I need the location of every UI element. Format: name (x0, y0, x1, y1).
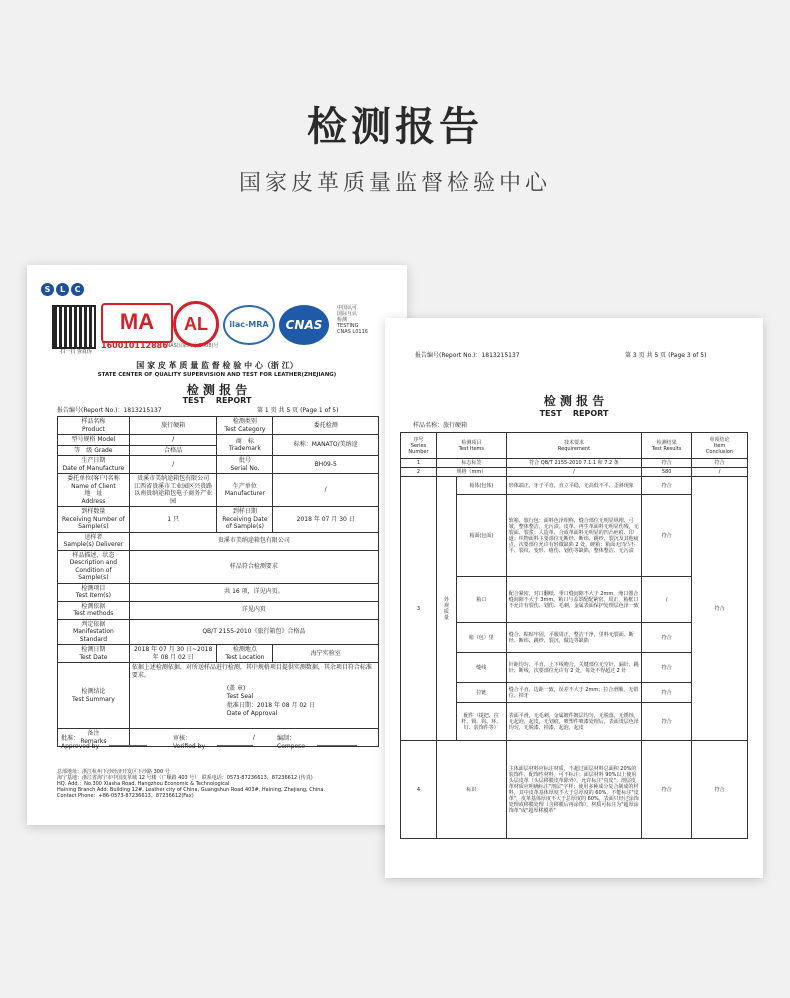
header-conclusion: 单项结论 Item Conclusion (692, 433, 748, 459)
table-row: 3 外 观 质 量 箱体(包体) 形体端正，牙子平直，直立平稳，无高低不平、歪斜现象 符合 符合 (401, 477, 748, 495)
qr-caption: 扫一扫 查真伪 (60, 349, 92, 355)
compose-by: 编制： Compose (277, 735, 306, 750)
seal-label: (盖 章) Test Seal (226, 685, 254, 700)
verified-signature (217, 731, 253, 746)
table-row: 4 标识 主体面层材料应标注材质，不超过面层材料总面积 20%的装饰件、配饰性材料，可不标注；面层材料 90%以上使用头层皮革（头层移膜皮革除外），允许标注"真皮"；剖层皮革材质应明确标注"剖层"字样；使用多种成分复合制成的材料，其中皮革基体厚度不大于总厚度的 60%，不能标注"皮革"，皮革基体厚度不大于总厚度的 60%，表面只经过涂饰处理或移膜处理（含移膜后再涂饰），材质可标注为"超厚涂饰革"或"超厚移膜革" 符合 符合 (401, 741, 748, 839)
report-number: 报告编号(Report No.)：1813215137 (57, 407, 162, 414)
sample-name: 样品名称：旅行硬箱 (413, 422, 468, 429)
report-title-en: TEST REPORT (539, 409, 609, 418)
cnas-text: 中国认可 国际互认 检测 TESTING CNAS L0116 (337, 305, 368, 335)
report-title-en: TEST REPORT (182, 396, 252, 405)
table-row: 配件（提把、拉杆、锁、钩、环、钉、装饰件等） 表面平滑，无毛刺，金属镀件镀层均匀，无脱落，无锈蚀，无起泡，起皮，无划痕，喷塑件喷漆处理后，表面烫层色泽均匀，无脱漆、掉漆，起泡，起皮 符合 (401, 703, 748, 741)
table-row: 1 标志标签 符合 QB/T 2155-2010 7.1.1 和 7.2 条 符合 符合 (401, 459, 748, 468)
table-row: 箱面(包面) 软箱、旅行包：面料色泽相称，缝合部位无明显纵褶、弓皱，整体整洁，无污渍。皮革、再生革面料无明显伤残，无裂面、裂浆；人造革、合成革面料无明显的凹凸疤痕、印道；织物面料主要部位无断经、断纬、跳纱、裂沉及其他疵点，次要部位允许有轻微缺陷 2 处。硬箱：箱面无凹凸不平、裂纹、变形、瘪伤、划伤等缺陷，整体整洁、无污渍 符合 (401, 495, 748, 577)
report-number: 报告编号(Report No.)：1813215137 (415, 352, 520, 359)
report-cover-page (27, 265, 407, 825)
table-row: 箱（包）里 缝合、粘贴牢固，平服周正，整洁干净，里料无裂面、断经、断纬、跳纱、裂沉，做边等缺陷 符合 (401, 623, 748, 653)
cma-number: 160010112886 (101, 341, 168, 350)
cal-logo: AL (173, 301, 219, 347)
center-name-en: STATE CENTER OF QUALITY SUPERVISION AND TEST FOR LEATHER(ZHEJIANG) (97, 372, 337, 378)
slc-logo: S L C (41, 283, 85, 299)
report-title-cn: 检 测 报 告 (186, 383, 248, 397)
verified-by: 审核： Verified by (173, 735, 206, 750)
report-detail-page (385, 318, 763, 878)
table-row: 箱口 配合紧密，对口翻纸、垂口缝间隙不大于 2mm，淹口器合缝间隙不大于 3mm。箱口与盖罩配配紧密、周正，箱框口不允许有裂伤、划伤、毛刺，金属表面保护处理层色泽一致 / (401, 577, 748, 623)
page-indicator: 第 1 页 共 5 页 (Page 1 of 5) (257, 407, 339, 414)
cnas-logo: CNAS (279, 305, 329, 345)
header-items: 检测项目 Test Items (436, 433, 506, 459)
approval-date: 批准日期：2018 年 08 月 02 日 Date of Approval (226, 702, 315, 717)
hero-subtitle: 国家皮革质量监督检验中心 (238, 171, 551, 196)
cma-logo: MA (101, 303, 173, 343)
report-title-cn: 检 测 报 告 (543, 394, 605, 408)
hero-title: 检测报告 (307, 104, 483, 150)
qr-code (52, 305, 96, 349)
header-series: 序号 Series Number (401, 433, 437, 459)
cover-info-table: 样品名称 Product 旅行硬箱 检测类别 Test Category 委托检测 型号规格 Model / 商 标 Trademark 标称：MANATO/美纳途 等 级 Grade 合格品 生产日期 Date of Manufacture / 批号 Serial No. BH09-5 委托单位(客户)名称 Name of Client 地 址 Address 贵溪市美纳途箱包有限公司 江西省贵溪市工业园区兴贵路以南贵纳途箱包电子商务产业园 生产单位 Manufacturer / 到样数量 Receiving Number of Sample(s) 1 只 到样日期 Receiving Date of Sample(s) 2018 年 07 月 30 日 送样者 Sample(s) Deliverer 贵溪市美纳途箱包有限公司 样品描述、状态 Description and Condition of Sample(s) 样品符合检测要求 检测项目 Test Item(s) 共 16 项，详见内页。 检测依据 Test methods 详见内页 判定依据 Manifestation Standard QB/T 2155-2010《旅行箱包》合格品 检测日期 Test Date 2018 年 07 月 30 日~2018 年 08 月 02 日 检测地点 Test Location 海宁实验室 检测结论 Test Summary 依据上述检测依据，对所送样品进行检测，其中规格项目提供实测数据，其余项目符合标准要求。 (盖 章) Test Seal 批准日期：2018 年 08 月 02 日 Date of Approval 备注 Remarks / (57, 416, 379, 747)
table-row: 缝线 针距均匀、平直，上下线吻合，关键部位无空针、漏针、跳针、断线，次要部位允许有 2 处，每处不得超过 2 针 符合 (401, 653, 748, 683)
header-requirement: 技术要求 Requirement (506, 433, 642, 459)
address-footer: 总部地址：浙江杭州下沙经济开发区下沙路 300 号 海宁基地：浙江省海宁市中国皮革城 12 号楼（广顺路 403 号） 联系电话：0573-87236613、87236612 (传真) HQ. Add.：No.300 Xiasha Road, Hangzhou Economic & Technological Haining Branch Add: Building 12#, Leather city of China, Guangshun Road 403#, Haining, Zhejiang, China. Contact Phone：+86-0573-87236613、87236612(Fax) (57, 769, 326, 799)
summary-text: 依据上述检测依据，对所送样品进行检测，其中规格项目提供实测数据，其余项目符合标准要求。 (131, 664, 372, 679)
header-results: 检测结果 Test Results (642, 433, 692, 459)
test-results-table (400, 432, 748, 839)
table-row: 2 规格（mm） / 580 / (401, 468, 748, 477)
approved-by: 批准： Approved by (61, 735, 100, 750)
ilac-mra-logo: ilac-MRA (223, 305, 275, 345)
cma-note: CNAS国家认可(2008)号 (163, 343, 219, 349)
table-row: 拉链 缝合平直，边距一致，误差不大于 2mm；拉合滑顺，无错位、掉牙 符合 (401, 683, 748, 703)
compose-signature (317, 731, 357, 746)
approved-signature (109, 731, 147, 746)
center-name-cn: 国 家 皮 革 质 量 监 督 检 验 中 心（浙 江） (136, 361, 298, 370)
page-indicator: 第 3 页 共 5 页 (Page 3 of 5) (625, 352, 707, 359)
